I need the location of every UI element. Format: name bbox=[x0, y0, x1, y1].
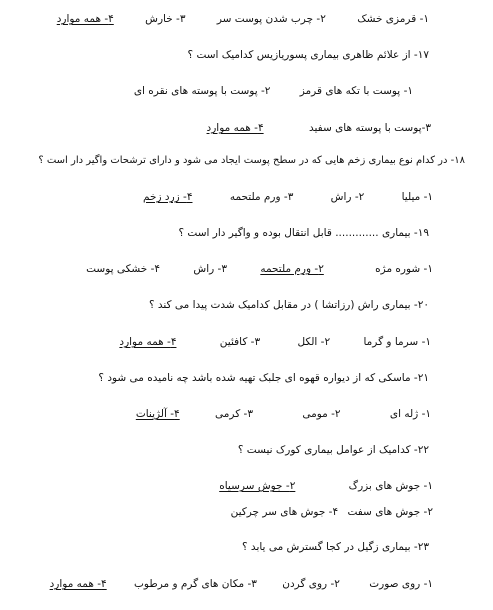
option: ۲- مومی bbox=[302, 408, 341, 420]
question-17: ۱۷- از علائم ظاهری بیماری پسوریازیس کدامیک است ؟ bbox=[187, 49, 429, 61]
option-underlined: ۴- همه موارد bbox=[56, 13, 114, 25]
options-row bbox=[86, 262, 433, 276]
question-22: ۲۲- کدامیک از عوامل بیماری کورک نیست ؟ bbox=[237, 444, 429, 456]
options-row bbox=[57, 12, 429, 26]
option: ۱- جوش های بزرگ bbox=[348, 480, 433, 492]
question-18: ۱۸- در کدام نوع بیماری زخم هایی که در سطح پوست ایجاد می شود و دارای ترشحات واگیر دار است ؟ bbox=[38, 155, 465, 166]
option: ۲- جوش های سفت bbox=[347, 506, 433, 518]
option-underlined: ۲- ورم ملتحمه bbox=[260, 263, 324, 275]
option: ۱- میلیا bbox=[401, 191, 433, 203]
option: ۲- روی گردن bbox=[282, 578, 340, 590]
option-underlined: ۴- همه موارد bbox=[206, 122, 264, 134]
option: ۴- جوش های سر چرکین bbox=[230, 506, 339, 518]
option: ۱- ژله ای bbox=[389, 408, 431, 420]
option: ۲- چرب شدن پوست سر bbox=[216, 13, 326, 25]
options-row bbox=[136, 407, 431, 421]
question-23: ۲۳- بیماری زگیل در کجا گسترش می یابد ؟ bbox=[242, 541, 429, 553]
option: ۱- شوره مژه bbox=[375, 263, 433, 275]
options-row bbox=[219, 479, 433, 493]
option: ۲- راش bbox=[330, 191, 365, 203]
option: ۱- سرما و گرما bbox=[363, 336, 431, 348]
option: ۳- ورم ملتحمه bbox=[229, 191, 294, 203]
options-row bbox=[143, 190, 433, 204]
option: ۱- پوست با تکه های قرمز bbox=[299, 85, 413, 97]
option: ۳-پوست با پوسته های سفید bbox=[308, 122, 431, 134]
options-row bbox=[134, 84, 413, 98]
option-underlined: ۴- همه موارد bbox=[119, 336, 177, 348]
option: ۱- روی صورت bbox=[369, 578, 433, 590]
option: ۳- راش bbox=[193, 263, 227, 275]
option-underlined: ۴- زرد زخم bbox=[143, 191, 193, 203]
option: ۴- خشکی پوست bbox=[86, 263, 161, 275]
option: ۳- کافئین bbox=[219, 336, 261, 348]
question-21: ۲۱- ماسکی که از دیواره قهوه ای جلبک تهیه شده باشد چه نامیده می شود ؟ bbox=[98, 372, 429, 384]
options-row bbox=[207, 121, 431, 135]
option: ۳- مکان های گرم و مرطوب bbox=[134, 578, 257, 590]
option: ۳- کرمی bbox=[215, 408, 253, 420]
options-row bbox=[50, 577, 433, 591]
option-underlined: ۴- همه موارد bbox=[49, 578, 107, 590]
option: ۲- پوست با پوسته های نقره ای bbox=[133, 85, 271, 97]
option: ۳- خارش bbox=[145, 13, 186, 25]
options-row bbox=[231, 505, 433, 519]
question-19: ۱۹- بیماری ............. قابل انتقال بوده و واگیر دار است ؟ bbox=[178, 227, 429, 239]
question-20: ۲۰- بیماری راش (رزاتشا ) در مقابل کدامیک شدت پیدا می کند ؟ bbox=[148, 299, 429, 311]
option: ۲- الکل bbox=[297, 336, 331, 348]
option: ۱- قرمزی خشک bbox=[357, 13, 429, 25]
option-underlined: ۲- جوش سرسیاه bbox=[219, 480, 296, 492]
option-underlined: ۴- آلژینات bbox=[135, 408, 180, 420]
options-row bbox=[119, 335, 431, 349]
